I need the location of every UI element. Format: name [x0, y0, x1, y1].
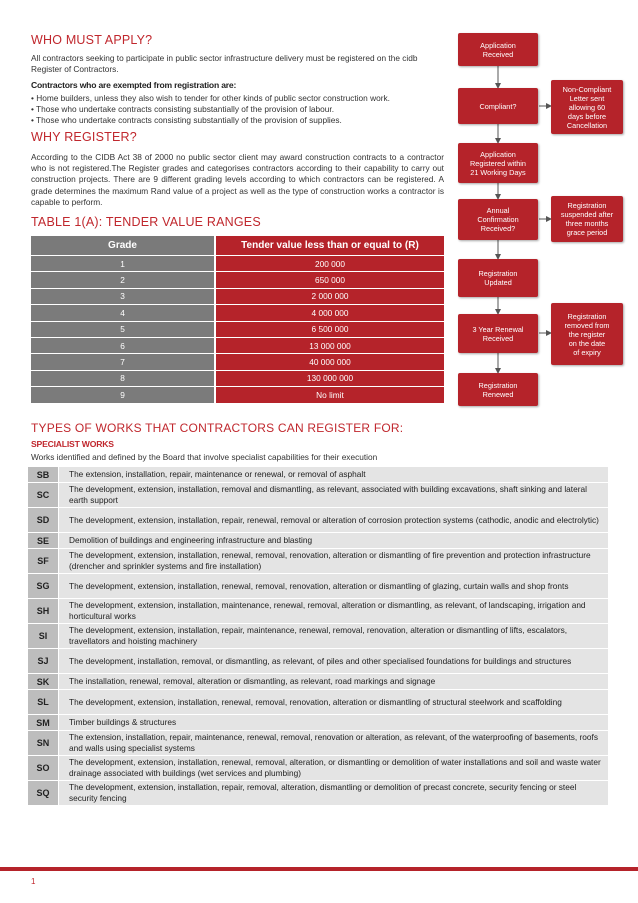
grade-cell: 6 — [31, 337, 214, 353]
flow-suspended: Registration suspended after three months grace period — [551, 196, 623, 242]
work-code: SJ — [28, 649, 58, 673]
flow-application-received: Application Received — [458, 33, 538, 66]
work-description: Timber buildings & structures — [59, 715, 608, 730]
grade-column-header: Grade — [31, 236, 214, 255]
flowchart-connectors — [0, 0, 638, 420]
table-row — [28, 599, 608, 624]
flow-renewal-received: 3 Year Renewal Received — [458, 314, 538, 353]
table-row — [28, 781, 608, 806]
work-code: SM — [28, 715, 58, 730]
specialist-works-paragraph: Works identified and defined by the Board that involve specialist capabilities for their execution — [31, 452, 378, 462]
grade-cell: 1 — [31, 255, 214, 271]
work-description: The development, extension, installation, removal and dismantling, as relevant, associated with building excavations, shaft sinking and lateral earth support — [59, 483, 608, 507]
value-cell: 650 000 — [216, 271, 444, 287]
table-row — [28, 483, 608, 508]
table-row — [28, 715, 608, 731]
table-row — [28, 508, 608, 533]
work-code: SF — [28, 549, 58, 573]
work-code: SI — [28, 624, 58, 648]
table-row — [28, 756, 608, 781]
table-row — [28, 674, 608, 690]
work-code: SQ — [28, 781, 58, 805]
grade-cell: 8 — [31, 370, 214, 386]
who-must-apply-paragraph: All contractors seeking to participate in public sector infrastructure delivery must be registered on the cidb Register of Contractors. — [31, 53, 418, 75]
work-code: SN — [28, 731, 58, 755]
tender-table-heading: TABLE 1(A): TENDER VALUE RANGES — [31, 215, 261, 229]
work-code: SO — [28, 756, 58, 780]
grade-cell: 7 — [31, 353, 214, 369]
exempt-item: • Those who undertake contracts consisting substantially of the provision of supplies. — [31, 115, 342, 126]
work-code: SL — [28, 690, 58, 714]
why-register-paragraph: According to the CIDB Act 38 of 2000 no public sector client may award construction contracts to a contractor who is not registered.The Register grades and categorises contractors according to their capability to carry out construction projects. There are 9 different grading levels according to which contractors can be registered. A grade determines the maximum Rand value of a project as well as the type of construction works a contractor is capable to perform. — [31, 152, 444, 207]
work-description: The development, extension, installation, repair, removal, alteration, dismantling or demolition of precast concrete, security fencing or steel security fencing — [59, 781, 608, 805]
value-cell: 40 000 000 — [216, 353, 444, 369]
work-description: The development, extension, installation, maintenance, renewal, removal, alteration or dismantling, as relevant, of landscaping, irrigation and horticultural works — [59, 599, 608, 623]
work-description: Demolition of buildings and engineering infrastructure and blasting — [59, 533, 608, 548]
value-cell: No limit — [216, 386, 444, 402]
table-row — [28, 649, 608, 674]
tender-value-column-header: Tender value less than or equal to (R) — [216, 236, 444, 255]
table-row — [28, 533, 608, 549]
who-must-apply-heading: WHO MUST APPLY? — [31, 33, 153, 47]
value-cell: 130 000 000 — [216, 370, 444, 386]
work-description: The development, extension, installation, renewal, removal, renovation, alteration or dismantling of structural steelwork and scaffolding — [59, 690, 608, 714]
flow-registration-removed: Registration removed from the register on the date of expiry — [551, 303, 623, 365]
footer-bar — [0, 867, 638, 871]
work-code: SK — [28, 674, 58, 689]
flow-registration-updated: Registration Updated — [458, 259, 538, 297]
flow-compliant: Compliant? — [458, 88, 538, 124]
work-description: The development, extension, installation, renewal, removal, renovation, alteration or dismantling of fire prevention and protection infrastructure (drencher and sprinkler systems and fire installation) — [59, 549, 608, 573]
work-description: The development, extension, installation, repair, renewal, removal or alteration of corrosion protection systems (cathodic, anodic and electrolytic) — [59, 508, 608, 532]
flow-registration-renewed: Registration Renewed — [458, 373, 538, 406]
grade-cell: 2 — [31, 271, 214, 287]
work-description: The development, extension, installation, repair, maintenance, renewal, removal, renovation, alteration or dismantling of lifts, escalators, travellators and hoisting machinery — [59, 624, 608, 648]
work-code: SC — [28, 483, 58, 507]
table-row — [28, 467, 608, 483]
exempt-item: • Home builders, unless they also wish to tender for other kinds of public sector construction work. — [31, 93, 390, 103]
value-cell: 200 000 — [216, 255, 444, 271]
types-of-works-heading: TYPES OF WORKS THAT CONTRACTORS CAN REGISTER FOR: — [31, 421, 404, 435]
table-row — [28, 731, 608, 756]
work-description: The extension, installation, repair, maintenance or renewal, or removal of asphalt — [59, 467, 608, 482]
work-description: The development, extension, installation, renewal, removal, alteration, or dismantling or demolition of water installations and soil and waste water drainage associated with buildings (wet services and plumbing) — [59, 756, 608, 780]
specialist-works-subheading: SPECIALIST WORKS — [31, 439, 114, 449]
work-description: The development, extension, installation, renewal, removal, renovation, alteration or dismantling of glazing, curtain walls and shop fronts — [59, 574, 608, 598]
table-row — [28, 574, 608, 599]
flow-registered-21-days: Application Registered within 21 Working Days — [458, 143, 538, 183]
exempt-item: • Those who undertake contracts consisting substantially of the provision of labour. — [31, 104, 334, 115]
grade-cell: 4 — [31, 304, 214, 320]
exempt-subheading: Contractors who are exempted from registration are: — [31, 80, 237, 90]
table-row — [28, 549, 608, 574]
grade-cell: 3 — [31, 288, 214, 304]
value-cell: 4 000 000 — [216, 304, 444, 320]
work-code: SD — [28, 508, 58, 532]
grade-cell: 5 — [31, 321, 214, 337]
work-code: SH — [28, 599, 58, 623]
specialist-works-table — [28, 467, 608, 806]
page-number: 1 — [31, 877, 36, 886]
value-cell: 6 500 000 — [216, 321, 444, 337]
flow-non-compliant: Non-Compliant Letter sent allowing 60 days before Cancellation — [551, 80, 623, 134]
value-cell: 13 000 000 — [216, 337, 444, 353]
work-code: SE — [28, 533, 58, 548]
table-row — [28, 690, 608, 715]
work-description: The development, installation, removal, or dismantling, as relevant, of piles and other specialised foundations for buildings and structures — [59, 649, 608, 673]
why-register-heading: WHY REGISTER? — [31, 130, 137, 144]
work-description: The extension, installation, repair, maintenance, renewal, removal, renovation or alteration, as relevant, of the waterproofing of basements, roofs and walls using specialist systems — [59, 731, 608, 755]
work-code: SB — [28, 467, 58, 482]
work-code: SG — [28, 574, 58, 598]
grade-cell: 9 — [31, 386, 214, 402]
flow-annual-confirmation: Annual Confirmation Received? — [458, 199, 538, 240]
value-cell: 2 000 000 — [216, 288, 444, 304]
table-row — [28, 624, 608, 649]
work-description: The installation, renewal, removal, alteration or dismantling, as relevant, road markings and signage — [59, 674, 608, 689]
